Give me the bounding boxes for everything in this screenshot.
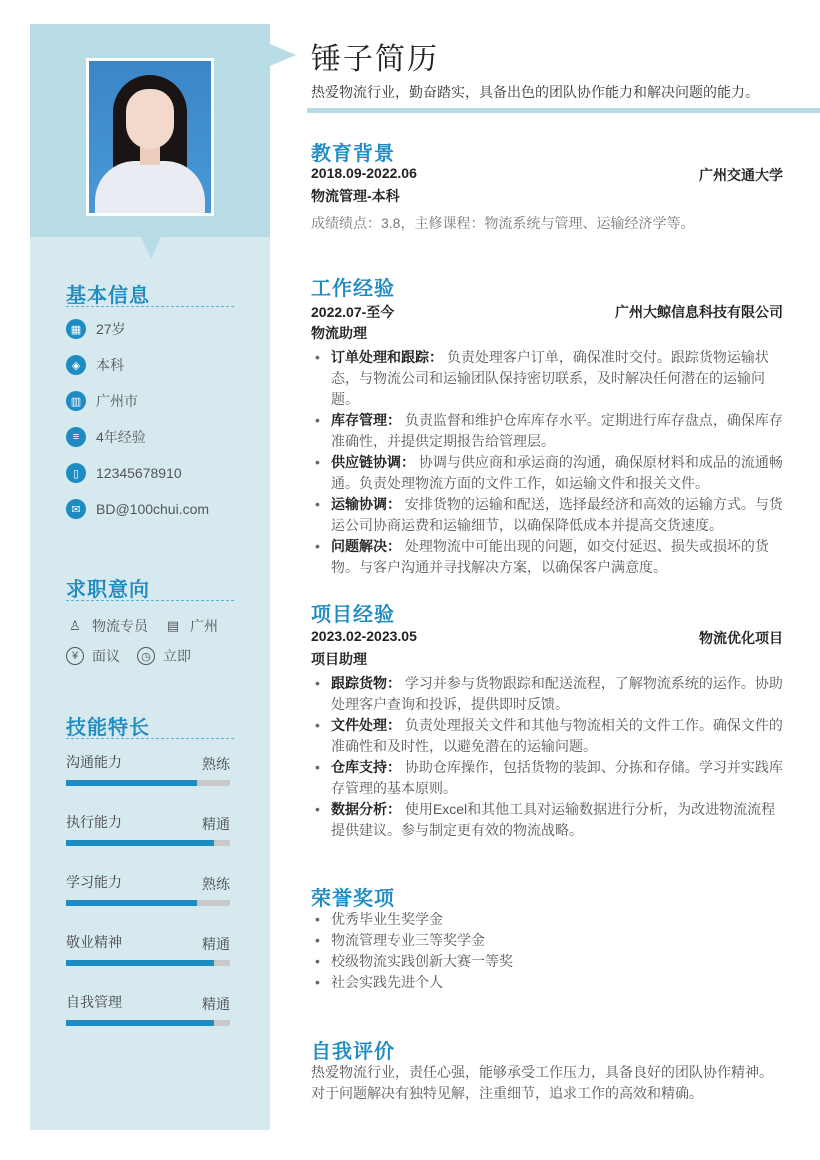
list-item xyxy=(313,757,783,799)
list-item xyxy=(313,347,783,410)
profile-photo xyxy=(86,58,214,216)
intent-position-text: 物流专员 xyxy=(92,618,148,634)
education-period: 2018.09-2022.06 xyxy=(311,165,417,181)
skill-name: 敬业精神 xyxy=(66,934,122,950)
clock-icon: ◷ xyxy=(137,647,155,665)
skills-rule xyxy=(66,738,234,739)
graduation-cap-icon: ◈ xyxy=(66,355,86,375)
intent-city xyxy=(164,615,218,637)
tie-icon: ♙ xyxy=(69,618,81,633)
info-email-text: BD@100chui.com xyxy=(96,501,210,517)
skill-name: 执行能力 xyxy=(66,814,122,830)
intent-salary xyxy=(66,645,120,667)
duty-key: 运输协调： xyxy=(331,496,401,512)
basic-info-rule xyxy=(66,306,234,307)
duty-key: 仓库支持： xyxy=(331,759,401,775)
header-rule xyxy=(307,108,820,113)
resume-name: 锤子简历 xyxy=(311,43,439,76)
portrait-face xyxy=(126,89,174,149)
education-heading: 教育背景 xyxy=(311,143,395,165)
education-detail: 成绩绩点：3.8，主修课程：物流系统与管理、运输经济学等。 xyxy=(311,215,695,231)
skill-bar xyxy=(66,1020,230,1026)
list-item xyxy=(313,673,783,715)
skill-bar xyxy=(66,960,230,966)
info-city xyxy=(66,390,138,412)
resume-intro: 热爱物流行业，勤奋踏实，具备出色的团队协作能力和解决问题的能力。 xyxy=(311,84,759,100)
yen-icon: ¥ xyxy=(66,647,84,665)
project-name: 物流优化项目 xyxy=(699,630,783,646)
document-icon: ≡ xyxy=(66,427,86,447)
self-eval-line: 对于问题解决有独特见解，注重细节，追求工作的高效和精确。 xyxy=(311,1085,703,1101)
duty-key: 订单处理和跟踪： xyxy=(331,349,443,365)
duty-text: 负责处理客户订单，确保准时交付。跟踪货物运输状态，与物流公司和运输团队保持密切联系，及时解决任何潜在的运输问题。 xyxy=(331,349,769,407)
duty-text: 安排货物的运输和配送，选择最经济和高效的运输方式。与货运公司协商运费和运输细节，以确保降低成本并提高交货速度。 xyxy=(331,496,783,533)
project-heading: 项目经验 xyxy=(311,604,395,626)
phone-icon: ▯ xyxy=(66,463,86,483)
calendar-icon: ▦ xyxy=(66,319,86,339)
info-age-text: 27岁 xyxy=(96,321,126,337)
self-eval-line: 热爱物流行业，责任心强，能够承受工作压力，具备良好的团队协作精神。 xyxy=(311,1064,773,1080)
list-item xyxy=(313,536,783,578)
work-period: 2022.07-至今 xyxy=(311,304,395,320)
info-experience xyxy=(66,426,146,448)
list-item xyxy=(313,410,783,452)
honors-heading: 荣誉奖项 xyxy=(311,888,395,910)
list-item xyxy=(313,715,783,757)
duty-text: 负责监督和维护仓库库存水平。定期进行库存盘点，确保库存准确性，并提供定期报告给管理层。 xyxy=(331,412,783,449)
info-phone xyxy=(66,462,182,484)
work-company: 广州大鲸信息科技有限公司 xyxy=(615,304,783,320)
project-duties-list xyxy=(313,673,783,841)
duty-key: 文件处理： xyxy=(331,717,401,733)
info-experience-text: 4年经验 xyxy=(96,429,146,445)
duty-text: 学习并参与货物跟踪和配送流程，了解物流系统的运作。协助处理客户查询和投诉，提供即时反馈。 xyxy=(331,675,783,712)
skill-level: 熟练 xyxy=(202,876,230,892)
duty-key: 数据分析： xyxy=(331,801,401,817)
info-age xyxy=(66,318,126,340)
portrait-shirt xyxy=(95,161,205,213)
intent-position xyxy=(66,615,148,637)
skill-name: 沟通能力 xyxy=(66,754,122,770)
skill-level: 熟练 xyxy=(202,756,230,772)
list-item xyxy=(313,494,783,536)
duty-text: 负责处理报关文件和其他与物流相关的文件工作。确保文件的准确性和及时性，以避免潜在的运输问题。 xyxy=(331,717,783,754)
self-eval-heading: 自我评价 xyxy=(311,1041,395,1063)
skill-name: 自我管理 xyxy=(66,994,122,1010)
info-phone-text: 12345678910 xyxy=(96,465,182,481)
honors-list xyxy=(313,909,783,993)
info-email xyxy=(66,498,209,520)
skill-level: 精通 xyxy=(202,936,230,952)
skill-level: 精通 xyxy=(202,816,230,832)
info-education xyxy=(66,354,124,376)
mail-icon: ✉ xyxy=(66,499,86,519)
skill-bar-fill xyxy=(66,900,197,906)
portrait-image xyxy=(89,61,211,213)
list-item xyxy=(313,799,783,841)
list-item: • 优秀毕业生奖学金 xyxy=(313,909,783,930)
project-period: 2023.02-2023.05 xyxy=(311,628,417,644)
duty-text: 协调与供应商和承运商的沟通，确保原材料和成品的流通畅通。负责处理物流方面的文件工作，如运输文件和报关文件。 xyxy=(331,454,783,491)
skill-name: 学习能力 xyxy=(66,874,122,890)
list-item: • 物流管理专业三等奖学金 xyxy=(313,930,783,951)
duty-key: 问题解决： xyxy=(331,538,401,554)
title-arrow-decoration xyxy=(270,44,296,66)
job-intent-heading: 求职意向 xyxy=(66,579,150,601)
info-education-text: 本科 xyxy=(96,357,124,373)
intent-availability xyxy=(137,645,191,667)
building-icon: ▥ xyxy=(66,391,86,411)
skill-bar xyxy=(66,780,230,786)
skills-heading: 技能特长 xyxy=(66,717,150,739)
photo-panel-pointer xyxy=(141,237,161,259)
skill-bar-fill xyxy=(66,780,197,786)
list-item: • 校级物流实践创新大赛一等奖 xyxy=(313,951,783,972)
project-role: 项目助理 xyxy=(311,651,367,667)
work-role: 物流助理 xyxy=(311,325,367,341)
duty-text: 处理物流中可能出现的问题，如交付延迟、损失或损坏的货物。与客户沟通并寻找解决方案，以确保客户满意度。 xyxy=(331,538,769,575)
list-item xyxy=(313,452,783,494)
info-city-text: 广州市 xyxy=(96,393,138,409)
intent-salary-text: 面议 xyxy=(92,648,120,664)
skill-level: 精通 xyxy=(202,996,230,1012)
duty-text: 使用Excel和其他工具对运输数据进行分析，为改进物流流程提供建议。参与制定更有效的物流战略。 xyxy=(331,801,776,838)
skill-bar xyxy=(66,840,230,846)
work-duties-list xyxy=(313,347,783,578)
duty-key: 供应链协调： xyxy=(331,454,415,470)
job-intent-rule xyxy=(66,600,234,601)
building-icon: ▤ xyxy=(166,618,180,633)
intent-availability-text: 立即 xyxy=(163,648,191,664)
work-heading: 工作经验 xyxy=(311,278,395,300)
duty-key: 库存管理： xyxy=(331,412,401,428)
intent-city-text: 广州 xyxy=(190,618,218,634)
education-school: 广州交通大学 xyxy=(699,167,783,183)
education-major: 物流管理-本科 xyxy=(311,188,400,204)
skill-bar-fill xyxy=(66,1020,214,1026)
skill-bar-fill xyxy=(66,840,214,846)
duty-text: 协助仓库操作，包括货物的装卸、分拣和存储。学习并实践库存管理的基本原则。 xyxy=(331,759,783,796)
duty-key: 跟踪货物： xyxy=(331,675,401,691)
list-item: • 社会实践先进个人 xyxy=(313,972,783,993)
skill-bar xyxy=(66,900,230,906)
basic-info-heading: 基本信息 xyxy=(66,285,150,307)
skill-bar-fill xyxy=(66,960,214,966)
